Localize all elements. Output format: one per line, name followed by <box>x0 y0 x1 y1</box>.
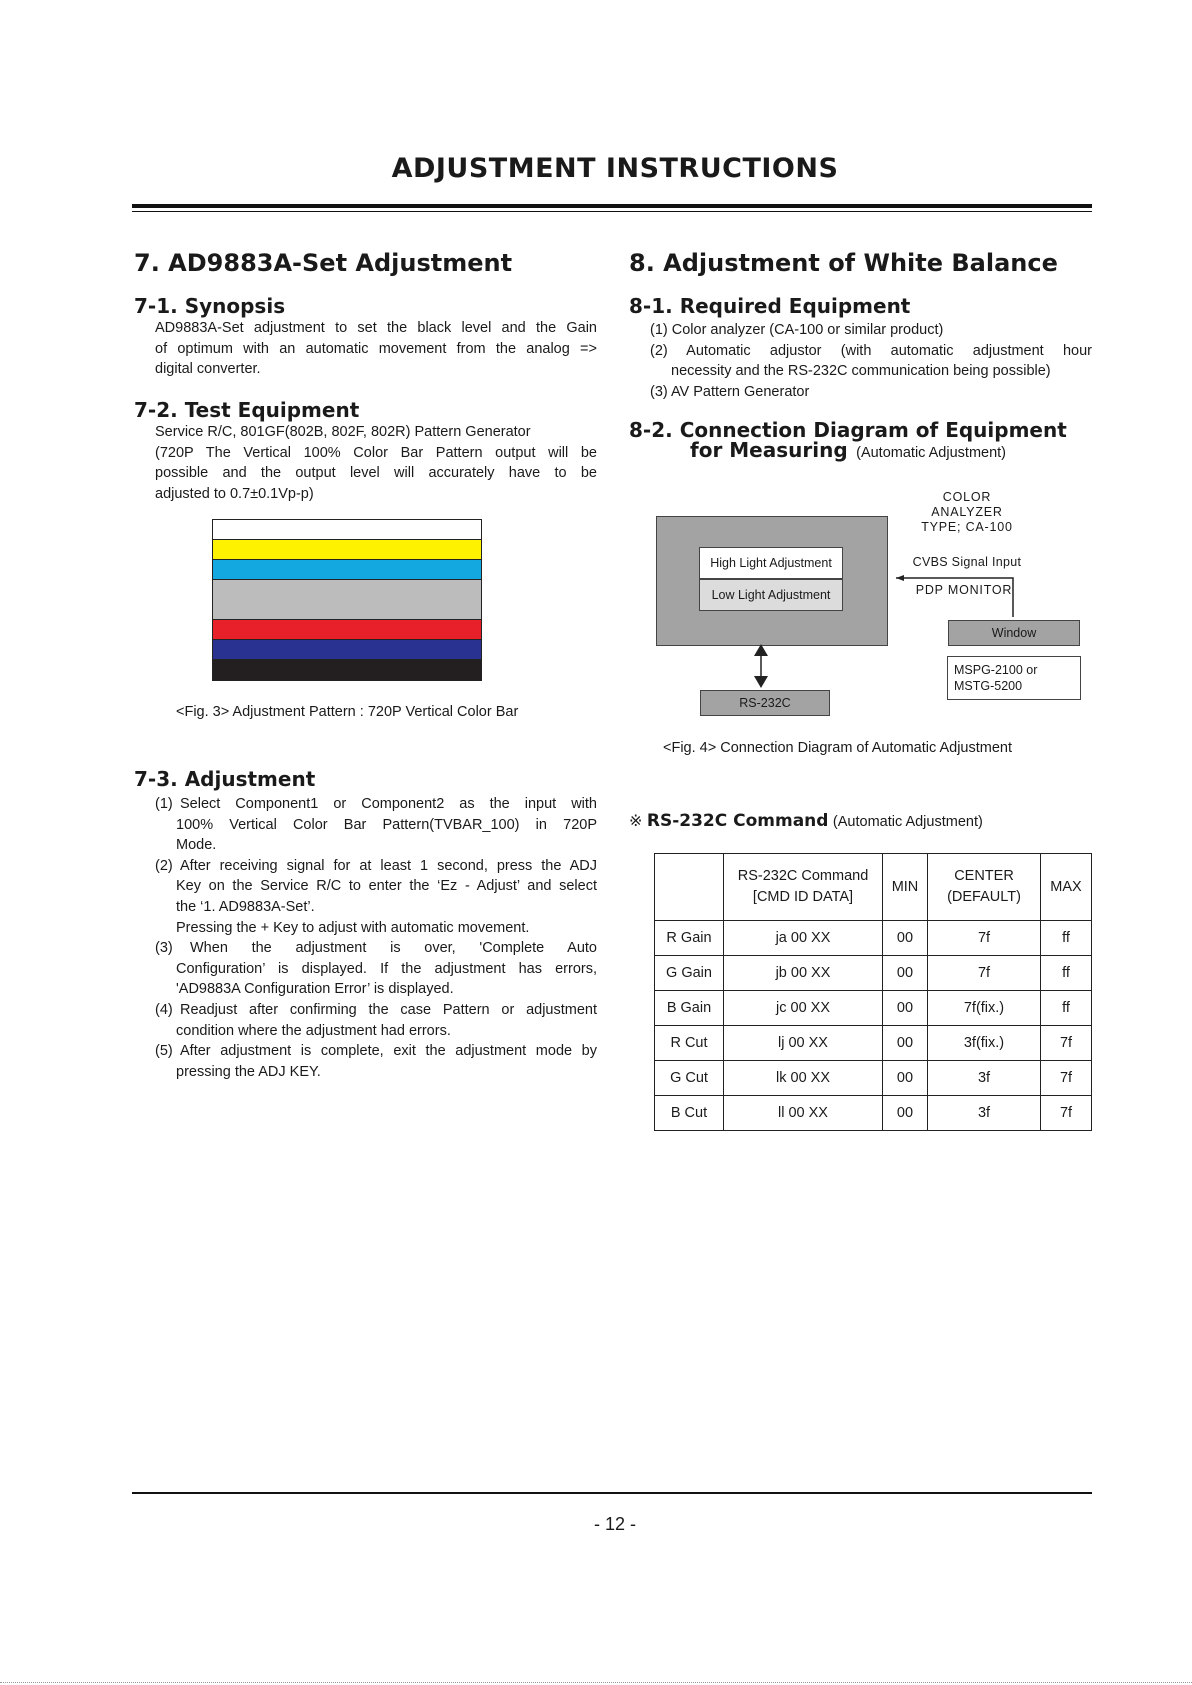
synopsis-line: digital converter. <box>155 361 261 378</box>
color-bar-cyan <box>213 560 481 580</box>
rs232c-command-title: RS-232C Command <box>646 811 829 831</box>
window-box: Window <box>948 620 1080 646</box>
color-bar-yellow <box>213 540 481 560</box>
cell-command: ja 00 XX <box>724 921 883 956</box>
step-number: (3) <box>155 940 173 957</box>
step-line: 100% Vertical Color Bar Pattern(TVBAR_100) in 720P <box>176 816 597 833</box>
cvbs-arrowhead <box>896 575 904 581</box>
synopsis-line: AD9883A-Set adjustment to set the black level and the Gain <box>155 320 597 336</box>
color-analyzer-line: ANALYZER <box>931 505 1003 519</box>
pattern-generator-box <box>947 656 1081 700</box>
cell-command: lj 00 XX <box>724 1026 883 1061</box>
header-line: CENTER <box>954 868 1014 884</box>
header-min <box>883 854 928 921</box>
adjustment-step-2 <box>155 856 597 938</box>
cell-command: ll 00 XX <box>724 1096 883 1131</box>
footer-rule <box>132 1492 1092 1494</box>
cell-min: 00 <box>883 1026 928 1061</box>
test-equipment-line: adjusted to 0.7±0.1Vp-p) <box>155 485 314 502</box>
test-equipment-line: possible and the output level will accurately have to be <box>155 465 597 482</box>
test-equipment-line: (720P The Vertical 100% Color Bar Pattern output will be <box>155 444 597 461</box>
connection-title-2: for Measuring <box>690 438 848 462</box>
synopsis-text <box>155 318 597 380</box>
connection-title-suffix: (Automatic Adjustment) <box>856 445 1007 461</box>
cell-center: 7f <box>928 921 1041 956</box>
step-number: (5) <box>155 1043 173 1060</box>
section-8-title: 8. Adjustment of White Balance <box>629 249 1058 277</box>
fig3-caption: <Fig. 3> Adjustment Pattern : 720P Vertical Color Bar <box>176 704 519 720</box>
cell-max: ff <box>1041 991 1092 1026</box>
required-equipment-title: 8-1. Required Equipment <box>629 294 911 318</box>
step-line: After receiving signal for at least 1 second, press the ADJ <box>180 857 597 874</box>
high-light-adjustment-box: High Light Adjustment <box>699 547 843 579</box>
step-number: (1) <box>155 796 173 812</box>
table-row <box>655 921 1092 956</box>
low-light-adjustment-box: Low Light Adjustment <box>699 579 843 611</box>
step-line: Key on the Service R/C to enter the ‘Ez - Adjust’ and select <box>176 878 597 895</box>
cell-max: 7f <box>1041 1061 1092 1096</box>
step-line: the ‘1. AD9883A-Set’. <box>176 898 315 915</box>
adjustment-step-1 <box>155 794 597 856</box>
header-line: MIN <box>891 878 919 895</box>
adjustment-title: 7-3. Adjustment <box>134 767 316 791</box>
table-row <box>655 1026 1092 1061</box>
color-bar-blue <box>213 640 481 660</box>
header-line: RS-232C Command <box>737 868 869 884</box>
cell-item: G Cut <box>655 1061 724 1096</box>
table-row <box>655 1061 1092 1096</box>
fig4-caption: <Fig. 4> Connection Diagram of Automatic Adjustment <box>663 740 1012 756</box>
header-rule-thin <box>132 211 1092 212</box>
color-bar-black <box>213 660 481 680</box>
header-line: (DEFAULT) <box>947 889 1021 905</box>
step-number: (2) <box>155 857 173 874</box>
rs232c-command-suffix: (Automatic Adjustment) <box>832 814 983 830</box>
adjustment-step-5 <box>155 1041 597 1082</box>
cell-item: R Cut <box>655 1026 724 1061</box>
page-edge-dotted-line <box>0 1682 1192 1683</box>
cell-center: 3f(fix.) <box>928 1026 1041 1061</box>
page-title: ADJUSTMENT INSTRUCTIONS <box>391 153 839 184</box>
cell-max: 7f <box>1041 1026 1092 1061</box>
step-line: Pressing the + Key to adjust with automatic movement. <box>176 919 530 936</box>
table-row <box>655 991 1092 1026</box>
header-line: [CMD ID DATA] <box>752 889 854 905</box>
step-line: Mode. <box>176 837 217 854</box>
connection-title: 8-2. Connection Diagram of Equipment <box>629 418 1067 442</box>
color-bar-red <box>213 620 481 640</box>
generator-line: MSPG-2100 or <box>954 663 1038 677</box>
cell-item: G Gain <box>655 956 724 991</box>
adjustment-step-3 <box>155 938 597 1000</box>
required-equipment-list <box>650 320 1092 402</box>
cell-max: 7f <box>1041 1096 1092 1131</box>
cell-center: 3f <box>928 1061 1041 1096</box>
header-command <box>724 854 883 921</box>
color-analyzer-line: TYPE; CA-100 <box>921 520 1013 534</box>
step-line: Configuration’ is displayed. If the adjustment has errors, <box>176 960 597 977</box>
color-bar-white <box>213 520 481 540</box>
synopsis-line: of optimum with an automatic movement from the analog => <box>155 340 597 357</box>
required-item: (1) Color analyzer (CA-100 or similar product) <box>650 322 944 338</box>
cell-min: 00 <box>883 956 928 991</box>
step-line: Select Component1 or Component2 as the input with <box>180 796 597 812</box>
color-bar-pattern <box>212 519 482 681</box>
cell-center: 3f <box>928 1096 1041 1131</box>
required-item: (3) AV Pattern Generator <box>650 383 810 400</box>
step-line: 'AD9883A Configuration Error’ is displayed. <box>176 981 454 998</box>
down-arrowhead <box>754 676 768 688</box>
test-equipment-line: Service R/C, 801GF(802B, 802F, 802R) Pattern Generator <box>155 424 531 440</box>
header-center <box>928 854 1041 921</box>
cell-command: jc 00 XX <box>724 991 883 1026</box>
step-number: (4) <box>155 1001 173 1018</box>
step-line: Readjust after confirming the case Pattern or adjustment <box>180 1001 597 1018</box>
connection-title-line2 <box>690 438 1006 462</box>
test-equipment-text <box>155 422 597 504</box>
color-analyzer-line: COLOR <box>942 490 992 504</box>
up-arrowhead <box>754 644 768 656</box>
test-equipment-title: 7-2. Test Equipment <box>134 398 360 422</box>
step-line: condition where the adjustment had errors. <box>176 1022 451 1039</box>
table-header-row <box>655 854 1092 921</box>
cvbs-connector <box>896 578 1013 617</box>
synopsis-title: 7-1. Synopsis <box>134 294 286 318</box>
rs232c-command-table <box>654 853 1092 1131</box>
cell-item: R Gain <box>655 921 724 956</box>
step-line: After adjustment is complete, exit the adjustment mode by <box>180 1043 597 1060</box>
step-line: pressing the ADJ KEY. <box>176 1063 321 1080</box>
header-blank <box>655 854 724 921</box>
cell-command: lk 00 XX <box>724 1061 883 1096</box>
required-item: necessity and the RS-232C communication being possible) <box>671 363 1051 380</box>
required-item: (2) Automatic adjustor (with automatic adjustment hour <box>650 342 1092 359</box>
section-7-title: 7. AD9883A-Set Adjustment <box>134 249 513 277</box>
header-max <box>1041 854 1092 921</box>
pdp-monitor-label: PDP MONITOR <box>915 583 1013 597</box>
rs232c-command-heading <box>629 811 983 831</box>
reference-mark: ※ <box>629 813 643 830</box>
header-rule <box>132 204 1092 208</box>
page-number: - 12 - <box>593 1514 636 1534</box>
cell-min: 00 <box>883 991 928 1026</box>
connection-diagram <box>656 490 1096 730</box>
cell-max: ff <box>1041 921 1092 956</box>
cell-item: B Cut <box>655 1096 724 1131</box>
adjustment-step-4 <box>155 1000 597 1041</box>
table-row <box>655 956 1092 991</box>
generator-line: MSTG-5200 <box>954 679 1023 693</box>
header-line: MAX <box>1050 878 1082 895</box>
cell-center: 7f <box>928 956 1041 991</box>
cell-min: 00 <box>883 921 928 956</box>
cell-center: 7f(fix.) <box>928 991 1041 1026</box>
rs232c-box: RS-232C <box>700 690 830 716</box>
cell-min: 00 <box>883 1096 928 1131</box>
step-line: When the adjustment is over, 'Complete Auto <box>190 940 597 957</box>
cell-item: B Gain <box>655 991 724 1026</box>
cell-min: 00 <box>883 1061 928 1096</box>
cell-max: ff <box>1041 956 1092 991</box>
table-row <box>655 1096 1092 1131</box>
adjustment-list <box>155 794 597 1082</box>
cvbs-label: CVBS Signal Input <box>912 555 1022 569</box>
cell-command: jb 00 XX <box>724 956 883 991</box>
color-bar-gray <box>213 580 481 620</box>
